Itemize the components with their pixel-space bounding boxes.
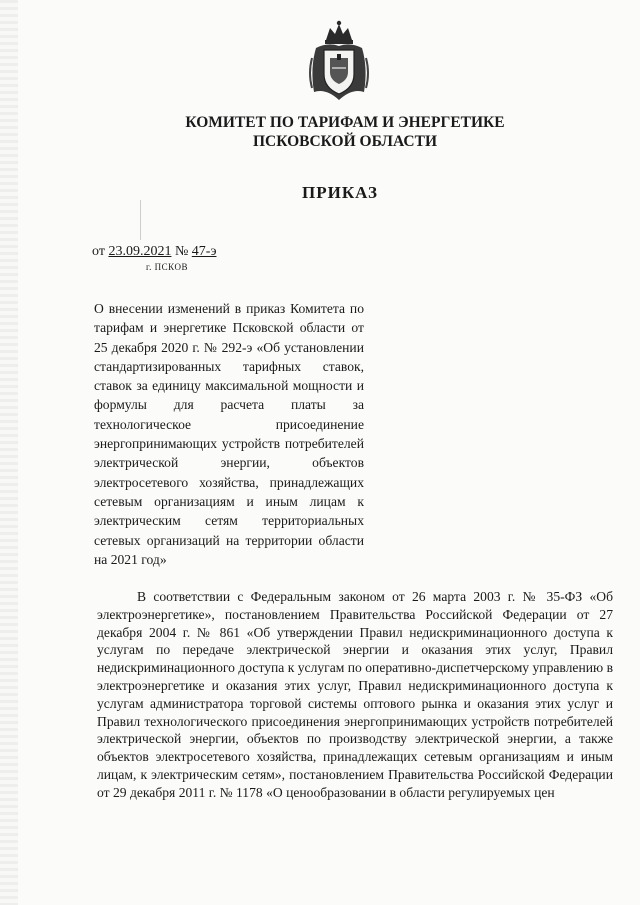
fold-mark xyxy=(140,200,141,240)
scan-edge xyxy=(0,0,18,905)
order-title: ПРИКАЗ xyxy=(302,183,378,202)
committee-line-1: КОМИТЕТ ПО ТАРИФАМ И ЭНЕРГЕТИКЕ xyxy=(185,114,505,131)
order-number: 47-э xyxy=(191,244,217,259)
committee-name xyxy=(150,113,540,151)
order-city: г. ПСКОВ xyxy=(146,262,188,272)
order-date-line xyxy=(92,244,216,260)
number-prefix: № xyxy=(171,244,192,259)
order-body: В соответствии с Федеральным законом от 26 марта 2003 г. № 35-ФЗ «Об электроэнергетике», постановлением Правительства Российской Федерации от 27 декабря 2004 г. № 861 «Об утверждении Правил недискриминационного доступа к услугам по передаче электрической энергии и оказания этих услуг, Правил недискриминационного доступа к услугам по оперативно-диспетчерскому управлению в электроэнергетике и оказания этих услуг, Правил недискриминационного доступа к услугам администратора торговой системы оптового рынка и оказания этих услуг и Правил технологического присоединения энергопринимающих устройств потребителей электрической энергии, объектов по производству электрической энергии, а также объектов электросетевого хозяйства, принадлежащих сетевым организациям и иным лицам, к электрическим сетям», постановлением Правительства Российской Федерации от 29 декабря 2011 г. № 1178 «О ценообразовании в области регулируемых цен xyxy=(97,589,613,800)
committee-line-2: ПСКОВСКОЙ ОБЛАСТИ xyxy=(252,133,437,150)
order-subject: О внесении изменений в приказ Комитета по тарифам и энергетике Псковской области от 25 декабря 2020 г. № 292-э «Об установлении стандартизированных тарифных ставок, ставок за единицу максимальной мощности и формулы для расчета платы за технологическое присоединение энергопринимающих устройств потребителей электрической энергии, объектов электросетевого хозяйства, принадлежащих сетевым организациям и иным лицам к электрическим сетям территориальных сетевых организаций на территории области на 2021 год» xyxy=(94,301,364,567)
date-prefix: от xyxy=(92,244,109,259)
order-date: 23.09.2021 xyxy=(108,244,172,259)
coat-of-arms-icon xyxy=(306,18,372,104)
